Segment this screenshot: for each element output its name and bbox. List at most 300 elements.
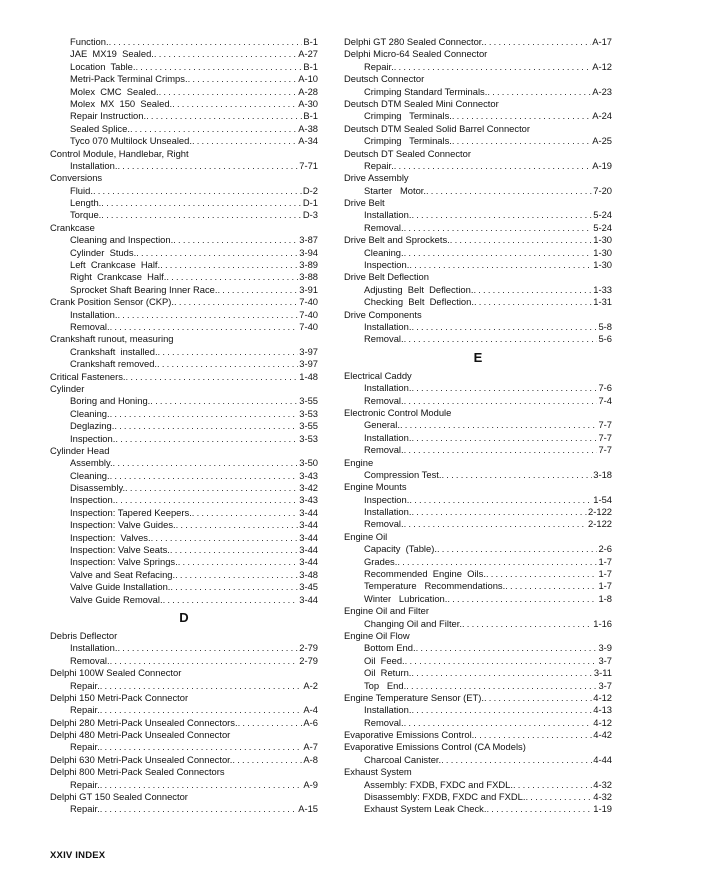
index-entry bbox=[344, 630, 612, 642]
index-subentry bbox=[344, 754, 612, 766]
index-subentry bbox=[344, 296, 612, 308]
entry-label: Repair. bbox=[364, 60, 394, 72]
leader-dots bbox=[117, 309, 298, 321]
page-number: 3-50 bbox=[299, 457, 318, 469]
page-number: 3-44 bbox=[299, 506, 318, 518]
page-number: 2-79 bbox=[299, 654, 318, 666]
index-subentry bbox=[344, 469, 612, 481]
leader-dots bbox=[100, 680, 303, 692]
index-entry bbox=[344, 172, 612, 184]
page-number: 1-16 bbox=[593, 617, 612, 629]
entry-label: Crankcase bbox=[50, 221, 95, 233]
index-entry bbox=[50, 296, 318, 308]
page-number: 4-12 bbox=[593, 716, 612, 728]
entry-label: Cylinder bbox=[50, 382, 85, 394]
index-subentry bbox=[344, 506, 612, 518]
leader-dots bbox=[397, 556, 597, 568]
entry-label: Oil Feed. bbox=[364, 654, 405, 666]
leader-dots bbox=[110, 470, 299, 482]
leader-dots bbox=[166, 271, 298, 283]
entry-label: Removal. bbox=[364, 518, 404, 530]
entry-label: Charcoal Canister. bbox=[364, 753, 442, 765]
page-number: 3-48 bbox=[299, 568, 318, 580]
entry-label: Inspection. bbox=[364, 259, 410, 271]
entry-label: Cleaning. bbox=[364, 246, 404, 258]
entry-label: Valve Guide Removal. bbox=[70, 593, 163, 605]
entry-label: Repair. bbox=[70, 803, 100, 815]
page-number: 3-91 bbox=[299, 283, 318, 295]
index-subentry bbox=[50, 581, 318, 593]
entry-label: Capacity (Table). bbox=[364, 543, 437, 555]
page-number: A-23 bbox=[592, 85, 612, 97]
index-subentry bbox=[50, 86, 318, 98]
entry-label: Conversions bbox=[50, 172, 103, 184]
page-number: A-9 bbox=[303, 778, 318, 790]
page-number: D-2 bbox=[302, 184, 318, 196]
entry-label: JAE MX19 Sealed. bbox=[70, 48, 154, 60]
index-entry bbox=[50, 445, 318, 457]
index-subentry bbox=[344, 321, 612, 333]
entry-label: Installation. bbox=[364, 704, 412, 716]
leader-dots bbox=[437, 543, 597, 555]
leader-dots bbox=[217, 284, 298, 296]
entry-label: Recommended Engine Oils. bbox=[364, 568, 486, 580]
index-subentry bbox=[344, 791, 612, 803]
page-number: 4-32 bbox=[593, 778, 612, 790]
index-subentry bbox=[344, 247, 612, 259]
entry-label: Metri-Pack Terminal Crimps. bbox=[70, 73, 188, 85]
index-column-right bbox=[344, 36, 612, 816]
index-entry bbox=[50, 222, 318, 234]
leader-dots bbox=[411, 321, 597, 333]
leader-dots bbox=[409, 494, 592, 506]
leader-dots bbox=[486, 568, 598, 580]
page-number: 3-44 bbox=[299, 593, 318, 605]
leader-dots bbox=[163, 594, 299, 606]
entry-label: Inspection: Valves. bbox=[70, 531, 151, 543]
index-entry bbox=[344, 48, 612, 60]
leader-dots bbox=[174, 296, 298, 308]
page-number: 1-19 bbox=[593, 803, 612, 815]
page-number: 4-42 bbox=[593, 729, 612, 741]
index-entry bbox=[50, 667, 318, 679]
leader-dots bbox=[447, 593, 597, 605]
page-number: A-7 bbox=[303, 741, 318, 753]
page-number: 1-30 bbox=[593, 259, 612, 271]
leader-dots bbox=[505, 580, 597, 592]
leader-dots bbox=[411, 704, 592, 716]
index-subentry bbox=[344, 518, 612, 530]
page-number: 2-122 bbox=[588, 518, 612, 530]
page-number: 3-53 bbox=[299, 407, 318, 419]
index-entry bbox=[50, 791, 318, 803]
index-subentry bbox=[50, 519, 318, 531]
leader-dots bbox=[404, 222, 593, 234]
index-subentry bbox=[50, 110, 318, 122]
entry-label: Installation. bbox=[364, 431, 412, 443]
entry-label: Compression Test. bbox=[364, 468, 442, 480]
leader-dots bbox=[404, 444, 598, 456]
leader-dots bbox=[404, 247, 593, 259]
page-number: A-2 bbox=[303, 679, 318, 691]
entry-label: Crankshaft removed. bbox=[70, 358, 158, 370]
entry-label: Adjusting Belt Deflection. bbox=[364, 283, 474, 295]
leader-dots bbox=[126, 371, 299, 383]
entry-label: Debris Deflector bbox=[50, 629, 118, 641]
page-number: B-1 bbox=[303, 110, 318, 122]
entry-label: Deutsch DT Sealed Connector bbox=[344, 147, 471, 159]
entry-label: Winter Lubrication. bbox=[364, 592, 448, 604]
entry-label: Removal. bbox=[70, 654, 110, 666]
index-subentry bbox=[50, 309, 318, 321]
index-entry bbox=[50, 383, 318, 395]
page-number: 2-122 bbox=[588, 506, 612, 518]
page-number: 3-55 bbox=[299, 395, 318, 407]
page-number: D-1 bbox=[302, 197, 318, 209]
leader-dots bbox=[450, 234, 592, 246]
leader-dots bbox=[158, 346, 299, 358]
index-subentry bbox=[344, 395, 612, 407]
index-subentry bbox=[344, 160, 612, 172]
entry-label: Drive Belt Deflection bbox=[344, 271, 429, 283]
entry-label: Crimping Standard Terminals. bbox=[364, 85, 488, 97]
entry-label: Assembly: FXDB, FXDC and FXDL. bbox=[364, 778, 513, 790]
entry-label: Changing Oil and Filter. bbox=[364, 617, 462, 629]
leader-dots bbox=[441, 754, 592, 766]
page-number: A-25 bbox=[592, 135, 612, 147]
entry-label: Installation. bbox=[364, 382, 412, 394]
page-number: 7-4 bbox=[598, 394, 612, 406]
page-number: 3-44 bbox=[299, 531, 318, 543]
index-subentry bbox=[344, 618, 612, 630]
page-number: 7-7 bbox=[598, 419, 612, 431]
page-number: 1-8 bbox=[598, 592, 612, 604]
index-entry bbox=[50, 754, 318, 766]
leader-dots bbox=[404, 333, 598, 345]
leader-dots bbox=[188, 73, 298, 85]
index-subentry bbox=[50, 803, 318, 815]
page-number: 3-11 bbox=[593, 667, 612, 679]
entry-label: Sprocket Shaft Bearing Inner Race. bbox=[70, 283, 218, 295]
section-letter: D bbox=[179, 609, 189, 625]
leader-dots bbox=[474, 729, 592, 741]
entry-label: Oil Return. bbox=[364, 667, 412, 679]
leader-dots bbox=[513, 779, 592, 791]
leader-dots bbox=[192, 507, 298, 519]
leader-dots bbox=[441, 469, 592, 481]
entry-label: Valve and Seat Refacing. bbox=[70, 568, 176, 580]
entry-label: Fluid. bbox=[70, 184, 93, 196]
leader-dots bbox=[100, 704, 303, 716]
entry-label: Drive Components bbox=[344, 308, 422, 320]
index-subentry bbox=[344, 222, 612, 234]
index-subentry bbox=[344, 580, 612, 592]
entry-label: Assembly. bbox=[70, 457, 113, 469]
index-subentry bbox=[50, 642, 318, 654]
entry-label: Cleaning. bbox=[70, 469, 110, 481]
leader-dots bbox=[101, 209, 302, 221]
entry-label: Delphi 150 Metri-Pack Connector bbox=[50, 691, 189, 703]
index-subentry bbox=[344, 432, 612, 444]
index-subentry bbox=[50, 123, 318, 135]
index-entry bbox=[50, 729, 318, 741]
index-subentry bbox=[344, 655, 612, 667]
page-number: 3-7 bbox=[598, 654, 612, 666]
leader-dots bbox=[404, 717, 593, 729]
entry-label: Drive Belt bbox=[344, 197, 385, 209]
index-subentry bbox=[344, 680, 612, 692]
index-entry bbox=[344, 766, 612, 778]
entry-label: Removal. bbox=[364, 716, 404, 728]
index-subentry bbox=[50, 594, 318, 606]
index-entry bbox=[50, 371, 318, 383]
leader-dots bbox=[113, 457, 299, 469]
leader-dots bbox=[170, 544, 298, 556]
entry-label: Delphi 800 Metri-Pack Sealed Connectors bbox=[50, 766, 225, 778]
page-number: 4-32 bbox=[593, 791, 612, 803]
leader-dots bbox=[406, 680, 597, 692]
index-entry bbox=[344, 271, 612, 283]
entry-label: Exhaust System Leak Check. bbox=[364, 803, 487, 815]
index-subentry bbox=[344, 110, 612, 122]
page-number: 4-44 bbox=[593, 753, 612, 765]
page-number: 3-7 bbox=[598, 679, 612, 691]
entry-label: Delphi GT 280 Sealed Connector. bbox=[344, 36, 485, 47]
leader-dots bbox=[175, 569, 298, 581]
page-number: A-17 bbox=[592, 36, 612, 47]
index-subentry bbox=[344, 382, 612, 394]
leader-dots bbox=[409, 259, 592, 271]
leader-dots bbox=[157, 358, 298, 370]
page-number: 3-55 bbox=[299, 420, 318, 432]
page-number: 1-7 bbox=[598, 568, 612, 580]
entry-label: Delphi Micro-64 Sealed Connector bbox=[344, 48, 488, 60]
page-number: A-8 bbox=[303, 753, 318, 765]
leader-dots bbox=[176, 519, 299, 531]
leader-dots bbox=[125, 482, 298, 494]
page-number: A-15 bbox=[298, 803, 318, 815]
page-number: D-3 bbox=[302, 209, 318, 221]
page-number: A-34 bbox=[298, 135, 318, 147]
entry-label: Molex CMC Sealed. bbox=[70, 85, 159, 97]
entry-label: Drive Assembly bbox=[344, 172, 409, 184]
entry-label: Inspection. bbox=[70, 432, 116, 444]
index-subentry bbox=[50, 494, 318, 506]
page-number: 3-89 bbox=[299, 259, 318, 271]
leader-dots bbox=[411, 382, 597, 394]
page-number: B-1 bbox=[303, 60, 318, 72]
index-subentry bbox=[50, 704, 318, 716]
entry-label: Cleaning. bbox=[70, 407, 110, 419]
page-number: 3-53 bbox=[299, 432, 318, 444]
leader-dots bbox=[411, 209, 592, 221]
page-number: 3-44 bbox=[299, 556, 318, 568]
entry-label: Location Table. bbox=[70, 60, 136, 72]
leader-dots bbox=[109, 36, 303, 48]
page-number: 1-31 bbox=[593, 296, 612, 308]
index-subentry bbox=[344, 185, 612, 197]
index-entry bbox=[344, 531, 612, 543]
leader-dots bbox=[452, 135, 591, 147]
entry-label: Inspection: Valve Springs. bbox=[70, 556, 178, 568]
page-number: A-30 bbox=[298, 97, 318, 109]
leader-dots bbox=[192, 135, 297, 147]
page-number: 7-40 bbox=[299, 320, 318, 332]
entry-label: Repair. bbox=[70, 704, 100, 716]
leader-dots bbox=[426, 185, 592, 197]
entry-label: Delphi 630 Metri-Pack Unsealed Connector. bbox=[50, 753, 233, 765]
entry-label: Top End. bbox=[364, 679, 407, 691]
page-number: 7-40 bbox=[299, 296, 318, 308]
entry-label: Cleaning and Inspection. bbox=[70, 234, 174, 246]
leader-dots bbox=[526, 791, 593, 803]
entry-label: Crank Position Sensor (CKP). bbox=[50, 296, 175, 308]
index-entry bbox=[344, 234, 612, 246]
entry-label: Crankshaft runout, measuring bbox=[50, 333, 174, 345]
entry-label: Crimping Terminals. bbox=[364, 110, 452, 122]
entry-label: Cylinder Studs. bbox=[70, 246, 137, 258]
leader-dots bbox=[486, 803, 592, 815]
entry-label: Removal. bbox=[364, 221, 404, 233]
index-subentry bbox=[344, 494, 612, 506]
index-subentry bbox=[50, 209, 318, 221]
page-number: 3-87 bbox=[299, 234, 318, 246]
index-subentry bbox=[344, 779, 612, 791]
entry-label: Sealed Splice. bbox=[70, 122, 130, 134]
index-subentry bbox=[344, 593, 612, 605]
index-entry bbox=[344, 197, 612, 209]
page-number: 3-44 bbox=[299, 519, 318, 531]
page-number: 7-20 bbox=[593, 184, 612, 196]
index-subentry bbox=[344, 556, 612, 568]
leader-dots bbox=[110, 655, 299, 667]
entry-label: Installation. bbox=[364, 209, 412, 221]
index-subentry bbox=[50, 160, 318, 172]
index-subentry bbox=[50, 556, 318, 568]
index-subentry bbox=[50, 61, 318, 73]
index-entry bbox=[344, 741, 612, 753]
page-number: 1-30 bbox=[593, 246, 612, 258]
leader-dots bbox=[154, 48, 297, 60]
entry-label: Bottom End. bbox=[364, 642, 416, 654]
leader-dots bbox=[404, 395, 598, 407]
index-subentry bbox=[50, 98, 318, 110]
leader-dots bbox=[101, 197, 302, 209]
entry-label: Function. bbox=[70, 36, 109, 47]
page-number: 2-79 bbox=[299, 642, 318, 654]
page-number: 1-30 bbox=[593, 234, 612, 246]
entry-label: Engine Mounts bbox=[344, 481, 407, 493]
index-entry bbox=[344, 148, 612, 160]
entry-label: Deutsch DTM Sealed Mini Connector bbox=[344, 97, 499, 109]
page-number: 4-13 bbox=[593, 704, 612, 716]
page-number: A-24 bbox=[592, 110, 612, 122]
index-subentry bbox=[50, 135, 318, 147]
page-number: 2-6 bbox=[598, 543, 612, 555]
entry-label: Installation. bbox=[364, 506, 412, 518]
index-entry bbox=[344, 123, 612, 135]
entry-label: Molex MX 150 Sealed. bbox=[70, 97, 173, 109]
index-entry bbox=[344, 309, 612, 321]
leader-dots bbox=[394, 160, 591, 172]
page-number: 3-45 bbox=[299, 581, 318, 593]
index-subentry bbox=[344, 86, 612, 98]
entry-label: Control Module, Handlebar, Right bbox=[50, 147, 189, 159]
entry-label: Evaporative Emissions Control (CA Models) bbox=[344, 741, 526, 753]
entry-label: Length. bbox=[70, 197, 102, 209]
index-entry bbox=[50, 766, 318, 778]
leader-dots bbox=[400, 419, 597, 431]
entry-label: Delphi 280 Metri-Pack Unsealed Connectors. bbox=[50, 716, 238, 728]
leader-dots bbox=[411, 667, 593, 679]
page-number: A-12 bbox=[592, 60, 612, 72]
index-subentry bbox=[50, 482, 318, 494]
section-letter: E bbox=[473, 349, 483, 365]
index-entry bbox=[50, 692, 318, 704]
entry-label: Boring and Honing. bbox=[70, 395, 151, 407]
page-number: 3-94 bbox=[299, 246, 318, 258]
entry-label: Left Crankcase Half. bbox=[70, 259, 161, 271]
leader-dots bbox=[115, 433, 298, 445]
index-entry bbox=[344, 457, 612, 469]
index-subentry bbox=[344, 419, 612, 431]
leader-dots bbox=[474, 296, 592, 308]
page-number: A-6 bbox=[303, 716, 318, 728]
entry-label: Grades. bbox=[364, 555, 398, 567]
entry-label: Repair. bbox=[70, 741, 100, 753]
entry-label: Engine Oil and Filter bbox=[344, 605, 429, 617]
entry-label: Repair. bbox=[364, 159, 394, 171]
leader-dots bbox=[110, 408, 299, 420]
leader-dots bbox=[100, 803, 297, 815]
index-subentry bbox=[344, 135, 612, 147]
entry-label: Inspection: Tapered Keepers. bbox=[70, 506, 192, 518]
leader-dots bbox=[117, 642, 298, 654]
leader-dots bbox=[411, 432, 597, 444]
index-subentry bbox=[344, 61, 612, 73]
page-number: A-28 bbox=[298, 85, 318, 97]
index-entry bbox=[344, 729, 612, 741]
index-subentry bbox=[50, 36, 318, 48]
leader-dots bbox=[232, 754, 302, 766]
entry-label: Valve Guide Installation. bbox=[70, 581, 171, 593]
index-subentry bbox=[344, 803, 612, 815]
leader-dots bbox=[114, 420, 298, 432]
index-subentry bbox=[344, 444, 612, 456]
entry-label: Inspection. bbox=[364, 493, 410, 505]
leader-dots bbox=[146, 110, 302, 122]
index-subentry bbox=[50, 284, 318, 296]
leader-dots bbox=[452, 110, 591, 122]
leader-dots bbox=[394, 61, 591, 73]
index-entry bbox=[344, 370, 612, 382]
page-number: 5-6 bbox=[598, 333, 612, 345]
entry-label: Engine bbox=[344, 456, 374, 468]
index-subentry bbox=[50, 741, 318, 753]
page-number: 3-43 bbox=[299, 469, 318, 481]
leader-dots bbox=[462, 618, 592, 630]
entry-label: Temperature Recommendations. bbox=[364, 580, 506, 592]
leader-dots bbox=[136, 247, 298, 259]
leader-dots bbox=[484, 36, 591, 48]
index-subentry bbox=[50, 73, 318, 85]
index-subentry bbox=[50, 680, 318, 692]
index-subentry bbox=[50, 395, 318, 407]
entry-label: Drive Belt and Sprockets. bbox=[344, 234, 450, 246]
entry-label: Deutsch Connector bbox=[344, 73, 425, 85]
leader-dots bbox=[150, 395, 298, 407]
leader-dots bbox=[93, 185, 302, 197]
